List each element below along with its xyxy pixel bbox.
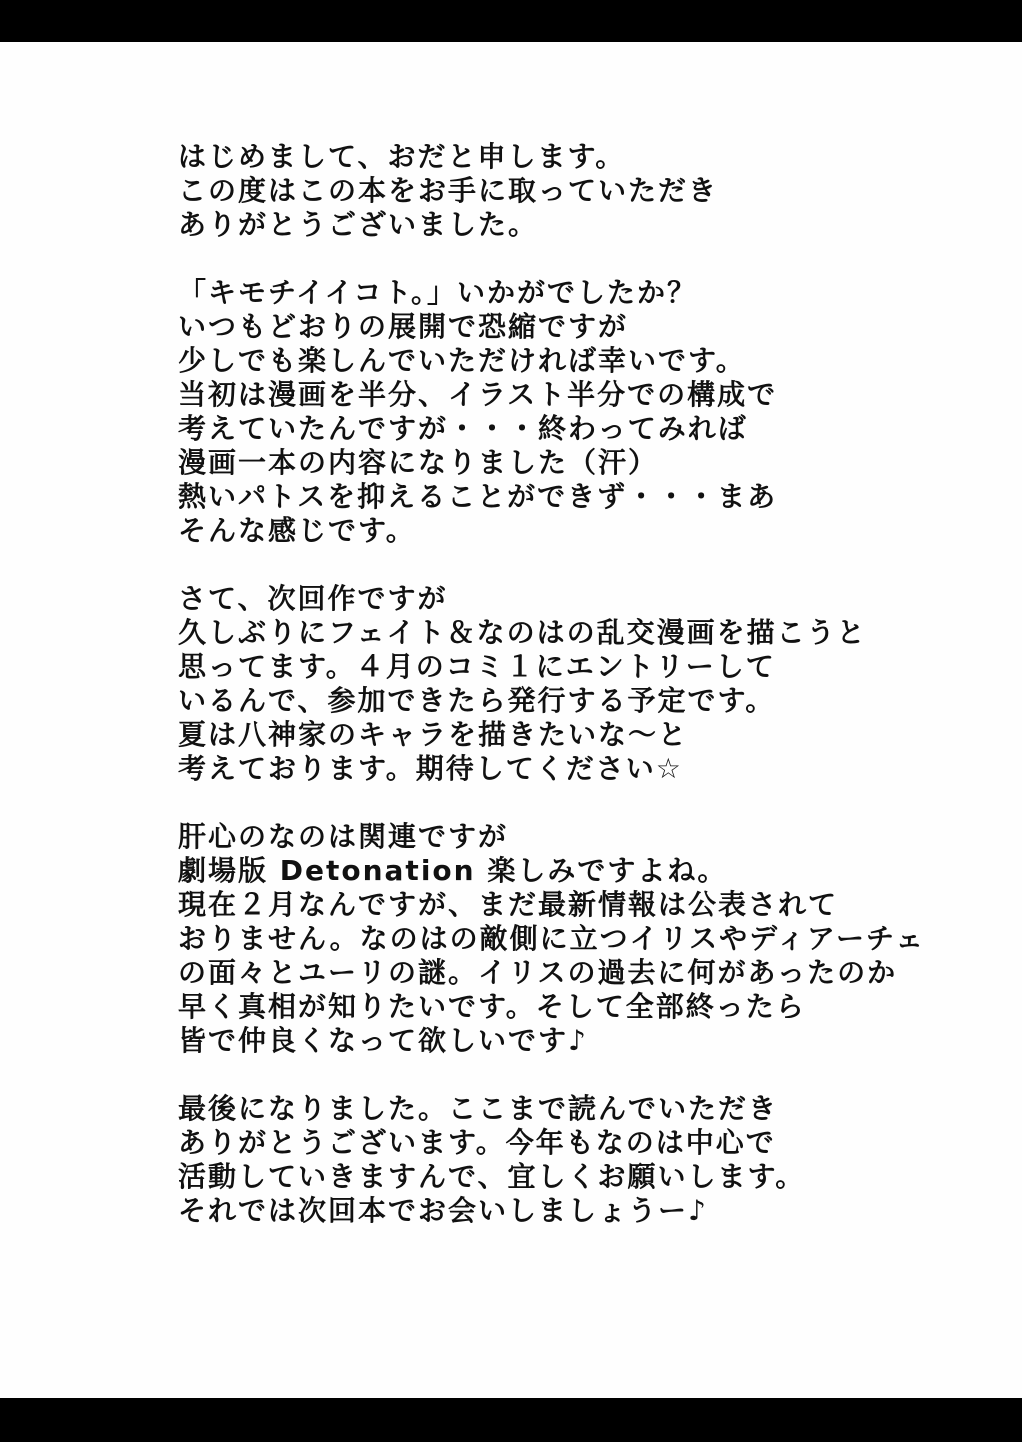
bottom-scan-border	[0, 1398, 1022, 1442]
text-line: おりません。なのはの敵側に立つイリスやディアーチェ	[178, 922, 926, 955]
text-line: 当初は漫画を半分、イラスト半分での構成で	[178, 378, 778, 411]
text-line: 「キモチイイコト。」いかがでしたか？	[178, 276, 698, 309]
text-line: 夏は八神家のキャラを描きたいな～と	[178, 718, 689, 751]
text-line: 早く真相が知りたいです。そして全部終ったら	[178, 990, 806, 1023]
text-line: 考えております。期待してください☆	[178, 752, 683, 785]
text-line: この度はこの本をお手に取っていただき	[178, 174, 719, 207]
text-line: さて、次回作ですが	[178, 582, 448, 615]
text-line: 現在２月なんですが、まだ最新情報は公表されて	[178, 888, 839, 921]
text-line: いつもどおりの展開で恐縮ですが	[178, 310, 629, 343]
text-line: 肝心のなのは関連ですが	[178, 820, 509, 853]
text-line: 少しでも楽しんでいただければ幸いです。	[178, 344, 746, 377]
text-line: 久しぶりにフェイト＆なのはの乱交漫画を描こうと	[178, 616, 867, 649]
text-line: ありがとうございます。今年もなのは中心で	[178, 1126, 776, 1159]
top-scan-border	[0, 0, 1022, 42]
text-line: 最後になりました。ここまで読んでいただき	[178, 1092, 779, 1125]
paragraph-about-book	[178, 276, 918, 548]
text-line: 考えていたんですが・・・終わってみれば	[178, 412, 748, 445]
text-line: の面々とユーリの謎。イリスの過去に何があったのか	[178, 956, 898, 989]
afterword-text	[178, 140, 926, 1228]
text-line: はじめまして、おだと申します。	[178, 140, 626, 173]
text-line: 熱いパトスを抑えることができず・・・まあ	[178, 480, 778, 513]
text-line: それでは次回本でお会いしましょうー♪	[178, 1194, 708, 1227]
text-line: そんな感じです。	[178, 514, 416, 547]
text-line: 漫画一本の内容になりました（汗）	[178, 446, 659, 479]
paragraph-closing	[178, 1092, 918, 1228]
text-line: いるんで、参加できたら発行する予定です。	[178, 684, 776, 717]
text-line: 活動していきますんで、宜しくお願いします。	[178, 1160, 806, 1193]
paragraph-nanoha-news	[178, 820, 926, 1058]
text-line: ありがとうございました。	[178, 208, 539, 241]
text-line: 皆で仲良くなって欲しいです♪	[178, 1024, 588, 1057]
text-line: 思ってます。４月のコミ１にエントリーして	[178, 650, 776, 683]
paragraph-greeting	[178, 140, 918, 242]
paragraph-next-work	[178, 582, 918, 786]
text-line: 劇場版 Detonation 楽しみですよね。	[178, 854, 728, 887]
